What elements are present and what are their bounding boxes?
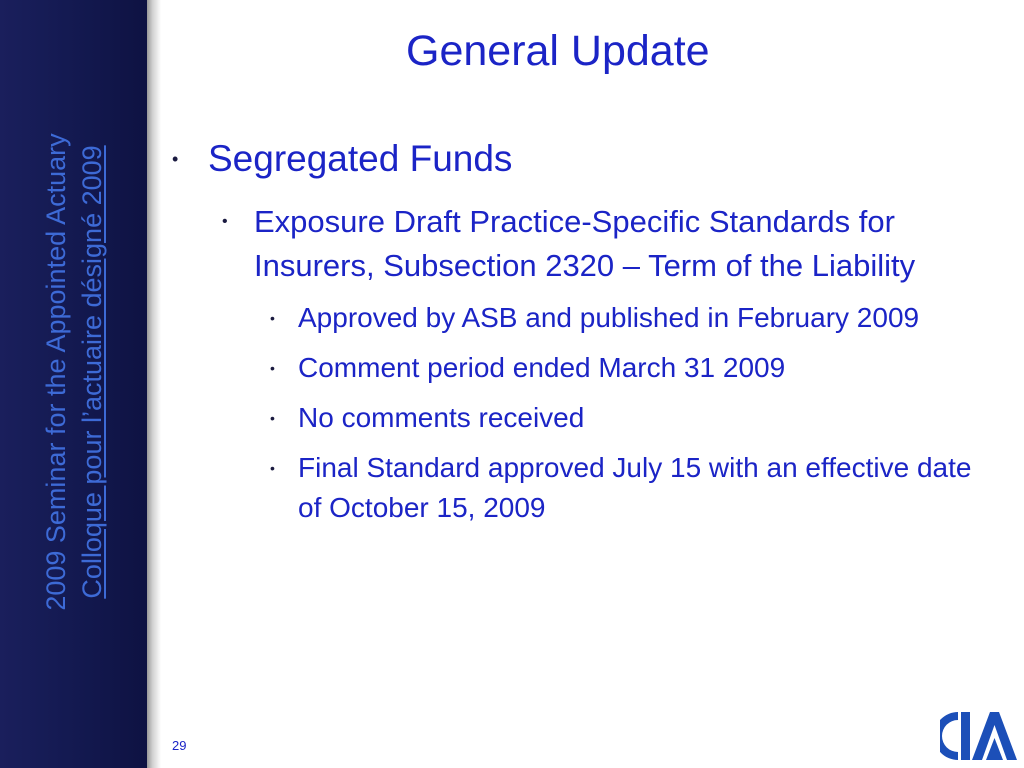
bullet-level2-text: Exposure Draft Practice-Specific Standards for Insurers, Subsection 2320 – Term of the Liability: [254, 204, 916, 283]
bullet-level3-item: [254, 298, 988, 338]
bullet-dot: •: [172, 149, 179, 169]
sidebar-line-french: Colloque pour l’actuaire désigné 2009: [77, 145, 107, 599]
bullet-dot: •: [270, 460, 275, 476]
bullet-dot: •: [270, 310, 275, 326]
bullet-level1-text: Segregated Funds: [208, 138, 513, 179]
sidebar-seminar-text: [38, 52, 110, 692]
bullet-level3-text: Final Standard approved July 15 with an effective date of October 15, 2009: [298, 452, 972, 523]
bullet-level3-text: Approved by ASB and published in February 2009: [298, 302, 920, 333]
cia-logo-icon: [940, 708, 1020, 764]
bullet-level2: [208, 200, 954, 288]
sidebar-line-english: 2009 Seminar for the Appointed Actuary: [41, 133, 71, 611]
bullet-dot: •: [222, 213, 228, 230]
bullet-level3-item: [254, 448, 988, 528]
bullet-level3-text: No comments received: [298, 402, 585, 433]
bullet-level3-list: [254, 298, 986, 528]
sidebar-shadow: [147, 0, 161, 768]
slide-title: General Update: [406, 27, 710, 75]
bullet-dot: •: [270, 410, 275, 426]
bullet-level3-item: [254, 398, 988, 438]
bullet-dot: •: [270, 360, 275, 376]
page-number: 29: [172, 738, 187, 753]
bullet-level3-item: [254, 348, 988, 388]
bullet-level3-text: Comment period ended March 31 2009: [298, 352, 786, 383]
slide-content: [166, 134, 986, 538]
sidebar-banner: [0, 0, 147, 768]
bullet-level1: [166, 134, 986, 184]
